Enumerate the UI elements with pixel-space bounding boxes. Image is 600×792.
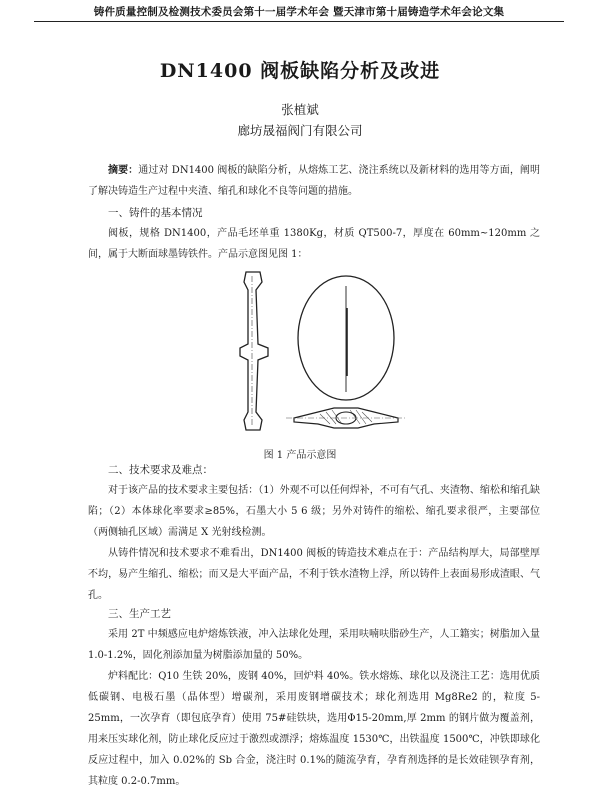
section-2-heading: 二、技术要求及难点： xyxy=(108,464,213,476)
section-1-heading: 一、铸件的基本情况 xyxy=(108,207,203,219)
author-name: 张植斌 xyxy=(281,102,319,117)
abstract-text: 通过对 DN1400 阀板的缺陷分析，从熔炼工艺、浇注系统以及新材料的选用等方面，阐明了解决铸造生产过程中夹渣、缩孔和球化不良等问题的措施。 xyxy=(88,165,540,197)
figure-caption: 图 1 产品示意图 xyxy=(263,450,337,461)
paper-title: DN1400 阀板缺陷分析及改进 xyxy=(159,60,441,82)
section-3-paragraph-2: 炉料配比：Q10 生铁 20%，废钢 40%，回炉料 40%。铁水熔炼、球化以及浇注工艺：选用优质低碳钢、电极石墨（晶体型）增碳剂，采用废钢增碳技术；球化剂选用 Mg8Re2 的，粒度 5-25mm，一次孕育（即包底孕育）使用 75#硅铁块，选用Φ15-20mm,厚 2mm 的钢片做为覆盖剂，用来压实球化剂，防止球化反应过于激烈或漂浮；熔炼温度 1530℃，出铁温度 1500℃，冲铁即球化反应过程中，加入 0.02%的 Sb 合金，浇注时 0.1%的随流孕育，孕育剂选择的是长效硅钡孕育剂，其粒度 0.2-0.7mm。 xyxy=(88,671,540,787)
section-3-paragraph-1: 采用 2T 中频感应电炉熔炼铁液，冲入法球化处理，采用呋喃呋脂砂生产，人工籍实；树脂加入量 1.0-1.2%，固化剂添加量为树脂添加量的 50%。 xyxy=(88,629,540,661)
abstract-label: 摘要： xyxy=(108,165,139,176)
section-1-paragraph: 阀板，规格 DN1400，产品毛坯单重 1380Kg，材质 QT500-7，厚度在 60mm~120mm 之间，属于大断面球墨铸铁件。产品示意图见图 1： xyxy=(88,228,540,260)
product-figure-svg xyxy=(226,252,422,448)
section-2-paragraph-2: 从铸件情况和技术要求不难看出，DN1400 阀板的铸造技术难点在于：产品结构厚大，局部壁厚不均，易产生缩孔、缩松；而又是大平面产品，不利于铁水渣物上浮，所以铸件上表面易形成渣眼、气孔。 xyxy=(88,548,540,601)
side-profile-outline xyxy=(240,272,268,430)
section-3-heading: 三、生产工艺 xyxy=(108,608,171,620)
running-header: 铸件质量控制及检测技术委员会第十一届学术年会 暨天津市第十届铸造学术年会论文集 xyxy=(93,6,505,18)
affiliation: 廊坊晟福阀门有限公司 xyxy=(237,123,363,138)
section-2-paragraph-1: 对于该产品的技术要求主要包括：（1）外观不可以任何焊补，不可有气孔、夹渣物、缩松和缩孔缺陷；（2）本体球化率要求≥85%，石墨大小 5 6 级；另外对铸件的缩松、缩孔要求很严，主要部位（两侧轴孔区域）需满足 X 光射线检测。 xyxy=(88,485,540,538)
product-figure xyxy=(226,252,422,448)
abstract xyxy=(88,160,540,202)
header-rule xyxy=(34,21,564,22)
